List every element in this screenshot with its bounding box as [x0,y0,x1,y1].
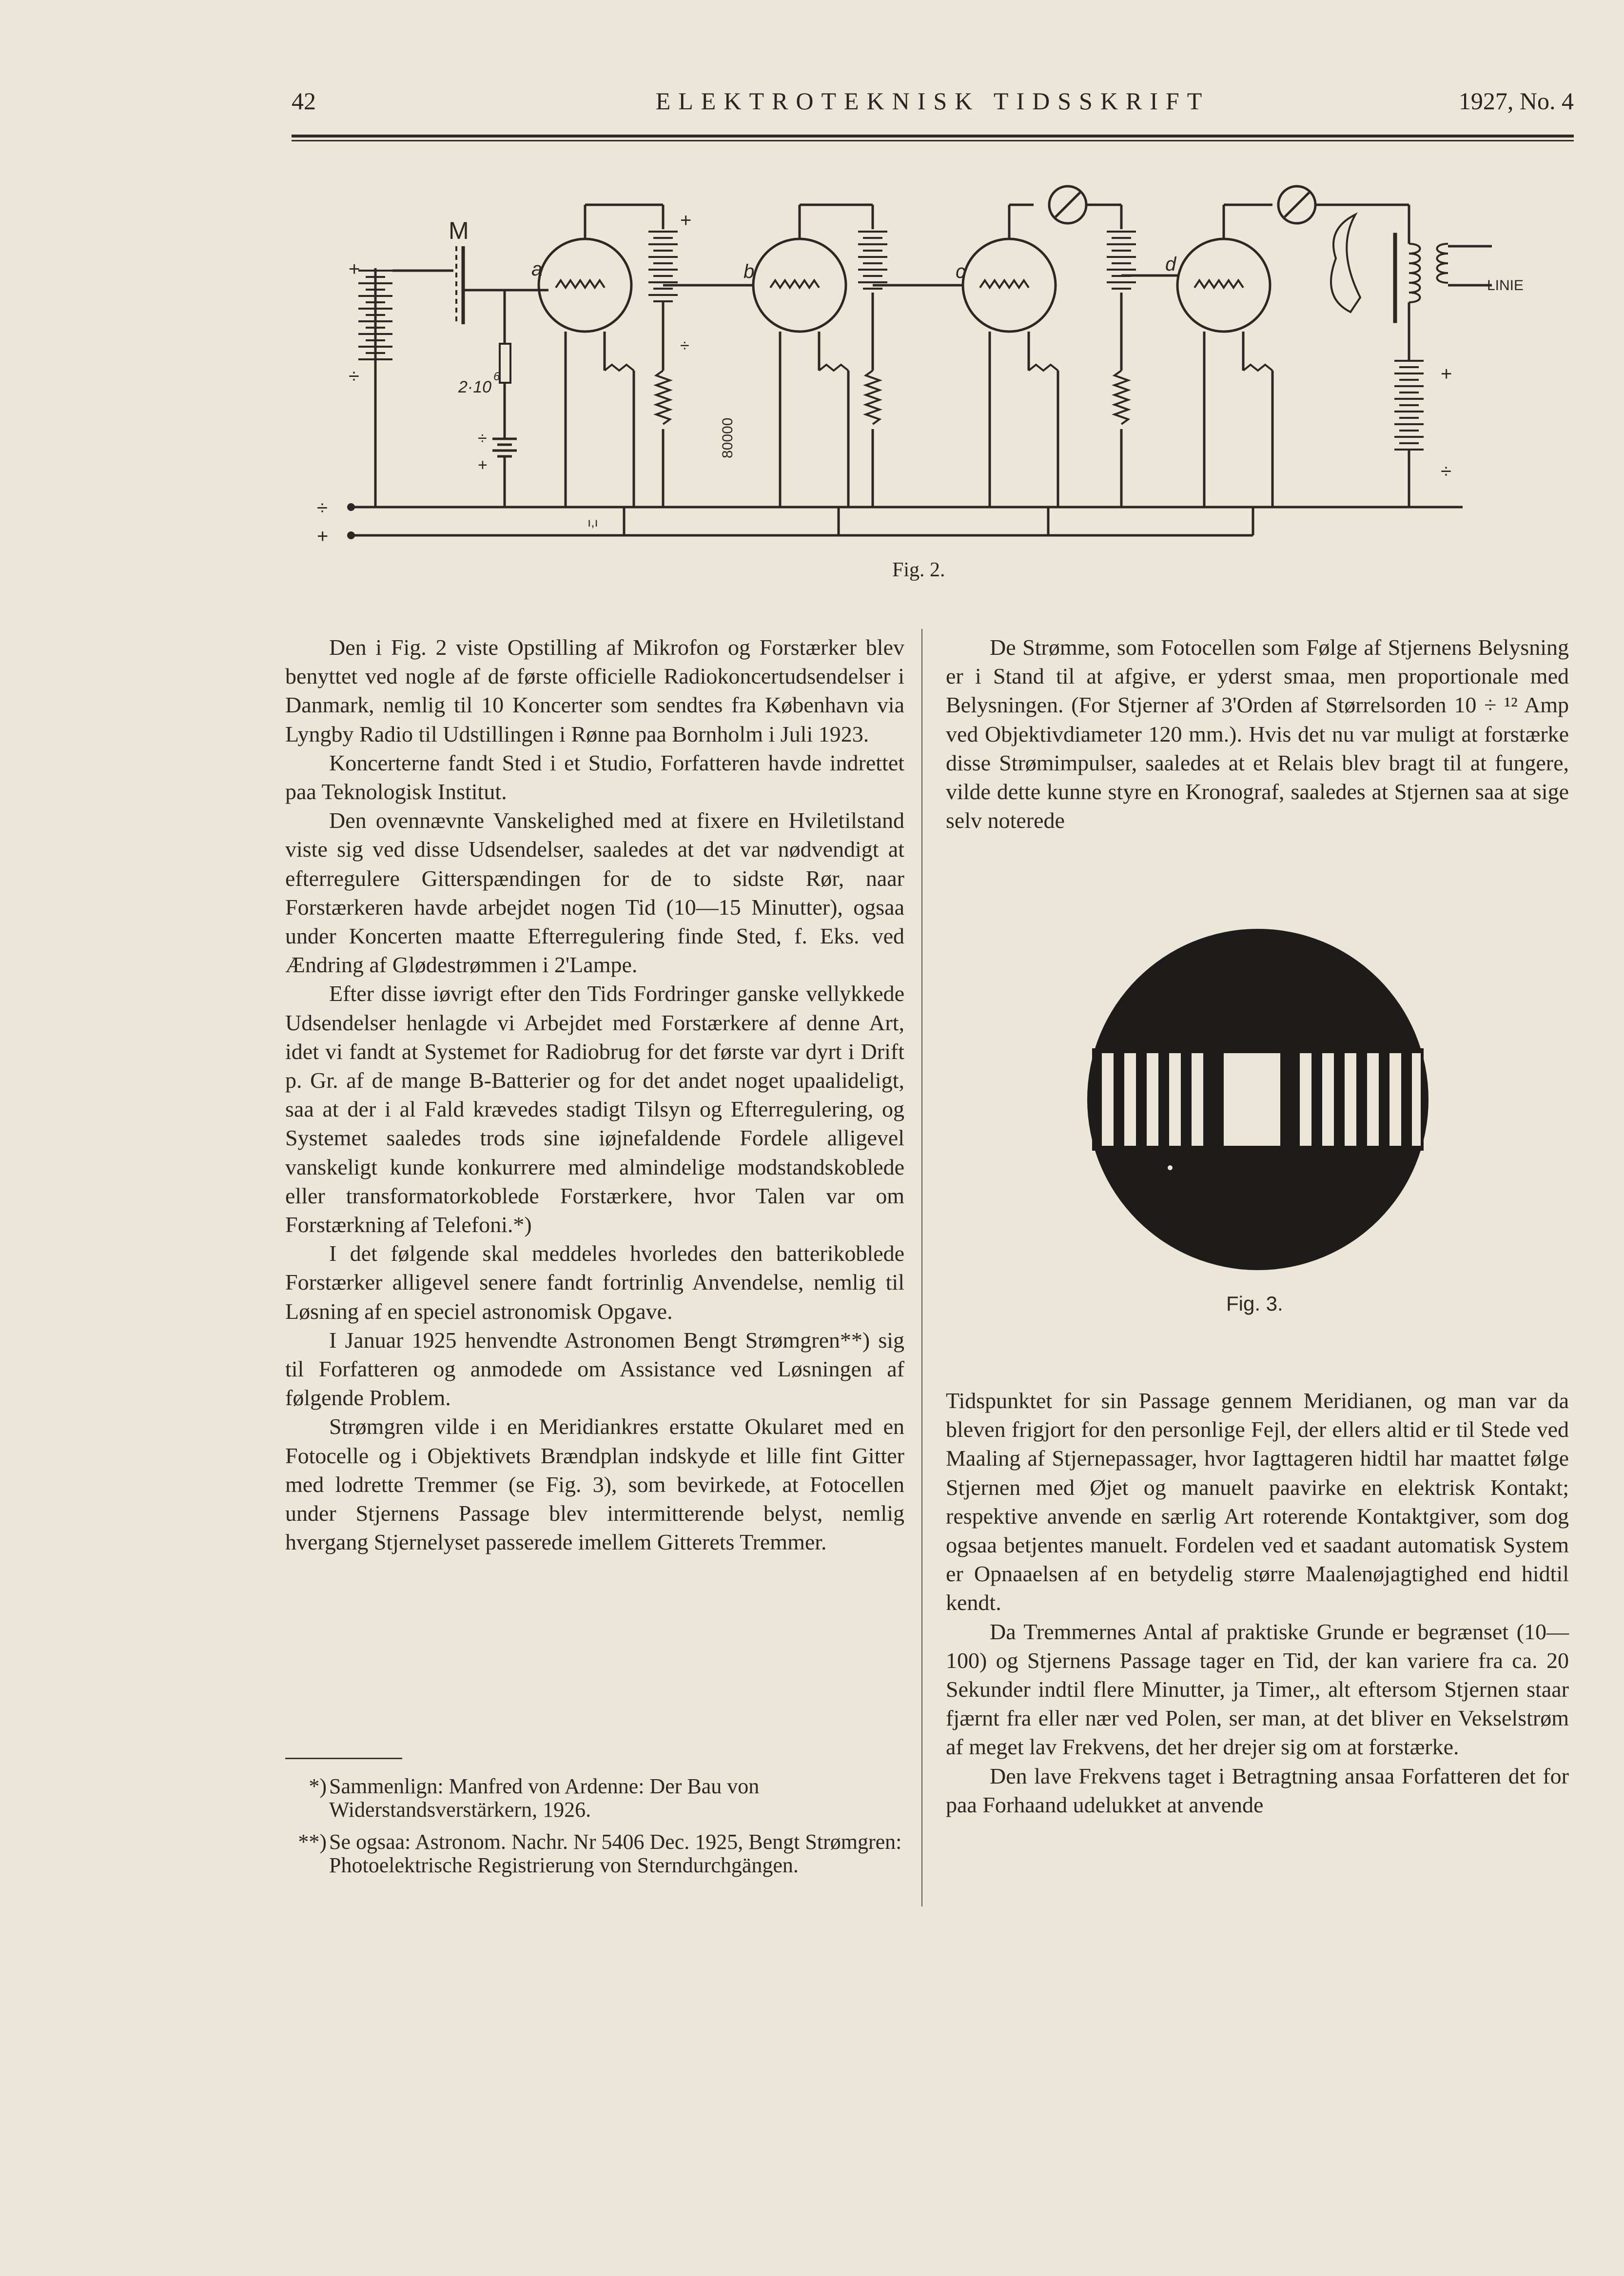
header-rule-thin [292,140,1574,141]
page-header [292,87,1574,121]
label-tick: ı,ı [587,515,598,530]
label-linie: LINIE [1487,277,1524,294]
label-minus-right: ÷ [1441,461,1451,482]
amplifier-circuit-diagram [302,166,1580,556]
label-plus-top: + [680,210,692,231]
left-column [285,633,904,1557]
issue-label: 1927, No. 4 [1458,87,1574,115]
right-column-top [946,633,1569,835]
paragraph: Tidspunktet for sin Passage gennem Meridianen, og man var da bleven frigjort for den personlige Fejl, der ellers altid er til Stede ved Maaling af Stjernepassager, hvor Iagttageren hidtil har maattet følge Stjernen med Øjet og manuelt paavirke en elektrisk Kontakt; respektive anvende en særlig Art roterende Kontaktgiver, som dog ogsaa betjentes manuelt. Fordelen ved et saadant automatisk System er Opnaaelsen af en betydelig større Maalenøjagtighed end hidtil kendt. [946,1388,1569,1615]
paragraph: I det følgende skal meddeles hvorledes den batterikoblede Forstærker alligevel senere fandt fortrinlig Anvendelse, nemlig til Løsning af en speciel astronomisk Opgave. [285,1241,904,1324]
footnote-mark: **) [298,1830,327,1854]
right-column-bottom [946,1386,1569,1819]
page-number: 42 [292,87,316,115]
footnote [285,1775,907,1822]
label-small-plus: + [478,456,488,474]
footnotes [285,1775,907,1886]
journal-title: ELEKTROTEKNISK TIDSSKRIFT [655,87,1210,115]
tube-4 [1177,186,1409,507]
label-a: a [531,258,543,280]
paragraph: Efter disse iøvrigt efter den Tids Fordringer ganske vellykkede Udsendelser henlagde vi Arbejdet med Forstærkere af denne Art, idet vi fandt at Systemet for Radiobrug for det første var dyrt i Drift p. Gr. af de mange B-Batterier og for det andet noget upaalideligt, saa at der i al Fald krævedes stadigt Tilsyn og Efterregulering, og Systemet saaledes trods sine iøjnefaldende Fordele alligevel vanskeligt kunde konkurrere med almindelige modstandskoblede eller transformatorkoblede Forstærkere, hvor Talen var om Forstærkning af Telefoni.*) [285,981,904,1237]
label-resistor-2e6: 2·10 [458,378,492,396]
label-80000: 80000 [720,417,736,458]
figure-3-caption: Fig. 3. [1226,1292,1283,1315]
paragraph: Den lave Frekvens taget i Betragtning ansaa Forfatteren det for paa Forhaand udelukket at anvende [946,1763,1569,1817]
label-minus-left: ÷ [349,366,359,387]
label-c: c [956,261,965,282]
paragraph: Strømgren vilde i en Meridiankres erstatte Okularet med en Fotocelle og i Objektivets Brændplan indskyde et lille fint Gitter med lodrette Tremmer (se Fig. 3), som bevirkede, at Fotocellen under Stjernens Passage blev intermitterende belyst, nemlig hvergang Stjernelyset passerede imellem Gitterets Tremmer. [285,1414,904,1555]
label-b: b [744,261,755,282]
paragraph: De Strømme, som Fotocellen som Følge af Stjernens Belysning er i Stand til at afgive, er yderst smaa, men proportionale med Belysningen. (For Stjerner af 3'Orden af Størrelsorden 10 ÷ ¹² Amp ved Objektivdiameter 120 mm.). Hvis det nu var muligt at forstærke disse Strømimpulser, saaledes at et Relais blev bragt til at fungere, vilde dette kunne styre en Kronograf, saaledes at Stjernen saa at sige selv noterede [946,635,1569,833]
label-bus-plus: + [317,526,329,547]
label-bus-minus: ÷ [317,497,328,519]
tube-2 [753,205,873,507]
paragraph: I Januar 1925 henvendte Astronomen Bengt Strømgren**) sig til Forfatteren og anmodede om Assistance ved Løsningen af følgende Problem. [285,1327,904,1411]
paragraph: Koncerterne fandt Sted i et Studio, Forfatteren havde indrettet paa Teknologisk Institut. [285,750,904,804]
photocell-grating-figure [1082,924,1433,1275]
header-rule [292,135,1574,137]
label-plus-left: + [349,258,360,280]
label-minus-mid: ÷ [680,336,689,355]
label-plus-right: + [1441,363,1452,385]
paragraph: Da Tremmernes Antal af praktiske Grunde er begrænset (10—100) og Stjernens Passage tager en Tid, der kan variere fra ca. 20 Sekunder indtil flere Minutter, ja Timer,, alt eftersom Stjernen staar fjærnt fra eller nær ved Polen, ser man, at det bliver en Vekselstrøm af meget lav Frekvens, det her drejer sig om at forstærke. [946,1619,1569,1760]
footnote-text: Sammenlign: Manfred von Ardenne: Der Bau von Widerstandsverstärkern, 1926. [329,1774,760,1822]
tube-1 [539,205,663,507]
label-small-minus: ÷ [478,429,487,448]
footnote-mark: *) [309,1774,327,1798]
footnote-text: Se ogsaa: Astronom. Nachr. Nr 5406 Dec. 1925, Bengt Strømgren: Photoelektrische Registrierung von Sterndurchgängen. [329,1830,902,1877]
column-divider [921,629,922,1906]
tube-3 [963,186,1121,507]
footnote [285,1830,907,1877]
label-d: d [1165,254,1176,275]
left-battery [358,268,392,507]
paragraph: Den i Fig. 2 viste Opstilling af Mikrofon og Forstærker blev benyttet ved nogle af de første officielle Radiokoncertudsendelser i Danmark, nemlig til 10 Koncerter som sendtes fra København via Lyngby Radio til Udstillingen i Rønne paa Bornholm i Juli 1923. [285,635,904,746]
figure-2-caption: Fig. 2. [892,559,945,581]
paragraph: Den ovennævnte Vanskelighed med at fixere en Hviletilstand viste sig ved disse Udsendelser, saaledes at det var nødvendigt at efterregulere Gitterspændingen for de to sidste Rør, naar Forstærkeren havde arbejdet nogen Tid (10—15 Minutter), ogsaa under Koncerten maatte Efterregulering finde Sted, f. Eks. ved Ændring af Glødestrømmen i 2'Lampe. [285,808,904,978]
label-resistor-exponent: 6 [493,370,500,383]
label-mic: M [449,217,469,244]
footnote-rule [285,1758,402,1759]
